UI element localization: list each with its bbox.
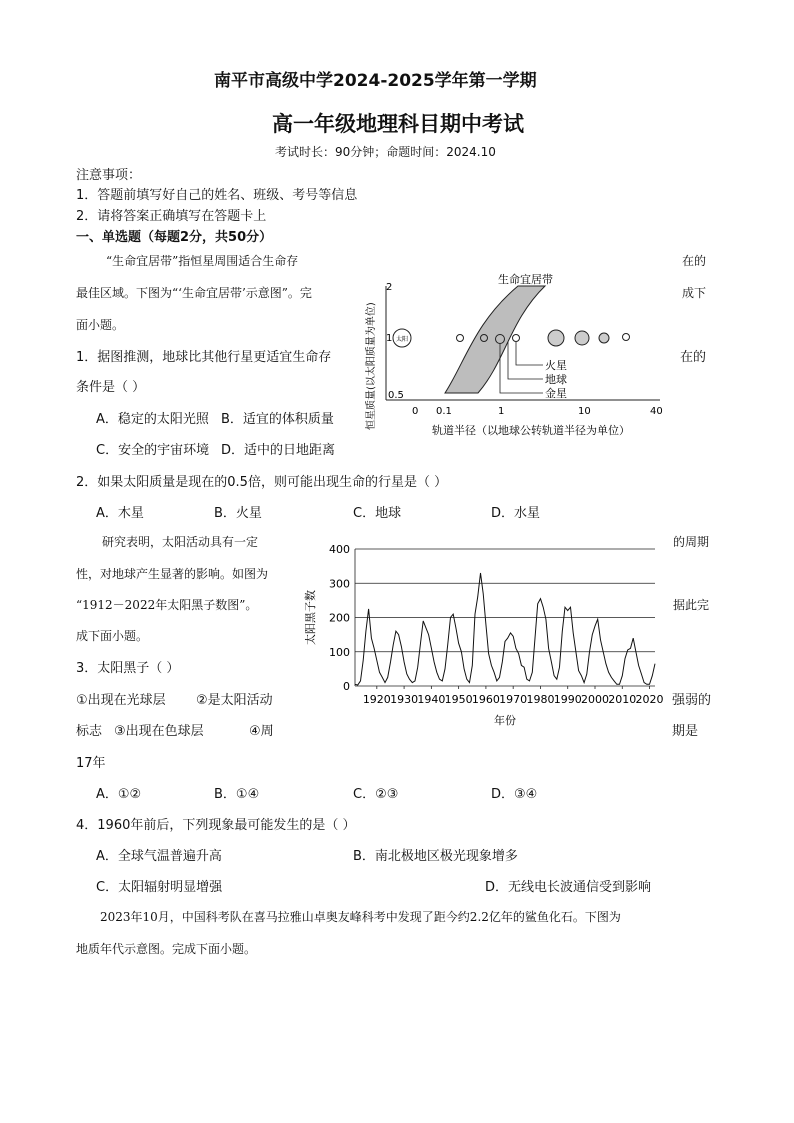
x-tick-label: 0 (412, 406, 419, 417)
mars-marker (513, 335, 520, 342)
exam-meta: 考试时长：90分钟；命题时间：2024.10 (275, 145, 496, 159)
x-tick-label: 1970 (499, 693, 528, 706)
x-tick-label: 1920 (362, 693, 391, 706)
venus-leader (500, 344, 543, 393)
q1-option-a[interactable]: A．稳定的太阳光照 (96, 412, 209, 427)
x-tick-label: 1960 (471, 693, 500, 706)
x-tick-label: 0.1 (436, 406, 452, 417)
passage2-line: 成下面小题。 (76, 629, 149, 643)
passage2-line-right: 的周期 (673, 535, 710, 549)
mars-label: 火星 (545, 359, 567, 372)
y-axis-label: 太阳黑子数 (304, 590, 317, 645)
x-axis-label: 轨道半径（以地球公转轨道半径为单位） (432, 424, 630, 437)
exam-title: 高一年级地理科目期中考试 (272, 112, 524, 136)
x-tick-label: 1 (498, 406, 505, 417)
sunspot-chart (300, 536, 670, 732)
earth-label: 地球 (545, 373, 567, 386)
passage1-line-right: 在的 (682, 254, 707, 268)
sunspot-series-line (355, 573, 655, 685)
x-tick-label: 2000 (581, 693, 609, 706)
x-tick-label: 2010 (608, 693, 637, 706)
x-tick-label: 1980 (526, 693, 555, 706)
habitable-zone-band (445, 286, 545, 393)
planet-marker (548, 330, 564, 346)
q4-option-c[interactable]: C．太阳辐射明显增强 (96, 880, 223, 895)
q3-option-c[interactable]: C．②③ (353, 787, 399, 802)
passage1-line: “生命宜居带”指恒星周围适合生命存 (106, 254, 299, 268)
q4-stem: 4．1960年前后，下列现象最可能发生的是（ ） (76, 818, 356, 833)
q3-statement-2-right: 强弱的 (672, 693, 712, 708)
q3-stem: 3．太阳黑子（ ） (76, 661, 180, 676)
planet-marker (599, 333, 609, 343)
passage2-line-right: 据此完 (673, 598, 710, 612)
q1-stem: 条件是（ ） (76, 380, 146, 395)
planet-marker (623, 334, 630, 341)
x-tick-label: 1950 (444, 693, 473, 706)
q3-statement-3: ③出现在色球层 (114, 724, 204, 739)
y-tick-label: 100 (329, 645, 350, 659)
q2-option-c[interactable]: C．地球 (353, 506, 402, 521)
y-tick-label: 2 (386, 282, 393, 293)
q3-option-a[interactable]: A．①② (96, 787, 142, 802)
q1-stem-right: 在的 (680, 350, 707, 365)
note-item: 1．答题前填写好自己的姓名、班级、考号等信息 (76, 188, 358, 203)
y-tick-label: 300 (329, 577, 350, 591)
mars-leader (516, 342, 543, 365)
y-axis-label: 恒星质量(以太阳质量为单位) (366, 302, 377, 430)
passage2-line: 研究表明，太阳活动具有一定 (102, 535, 259, 549)
x-tick-label: 40 (650, 406, 663, 417)
q2-option-d[interactable]: D．水星 (491, 506, 541, 521)
q2-option-b[interactable]: B．火星 (214, 506, 262, 521)
planet-marker (457, 335, 464, 342)
x-tick-label: 1940 (417, 693, 446, 706)
section-heading: 一、单选题（每题2分，共50分） (76, 230, 273, 245)
x-tick-label: 2020 (635, 693, 664, 706)
q3-statement-4-right: 期是 (672, 724, 699, 739)
x-tick-label: 10 (578, 406, 591, 417)
sun-label: 太阳 (395, 336, 409, 343)
x-tick-label: 1930 (390, 693, 419, 706)
passage2-line: 性，对地球产生显著的影响。如图为 (76, 567, 269, 581)
q1-stem: 1．据图推测，地球比其他行星更适宜生命存 (76, 350, 332, 365)
notes-title: 注意事项： (76, 168, 142, 183)
q3-option-b[interactable]: B．①④ (214, 787, 260, 802)
habitable-zone-label: 生命宜居带 (498, 273, 553, 286)
planet-marker (575, 331, 589, 345)
passage3-line: 2023年10月，中国科考队在喜马拉雅山卓奥友峰科考中发现了距今约2.2亿年的鲨鱼化石。下图为 (100, 910, 621, 924)
q1-option-b[interactable]: B．适宜的体积质量 (221, 412, 334, 427)
y-tick-label: 0.5 (388, 390, 404, 401)
y-tick-label: 1 (386, 333, 393, 344)
q4-option-a[interactable]: A．全球气温普遍升高 (96, 849, 222, 864)
q3-option-d[interactable]: D．③④ (491, 787, 538, 802)
q2-stem: 2．如果太阳质量是现在的0.5倍，则可能出现生命的行星是（ ） (76, 475, 448, 490)
q4-option-d[interactable]: D．无线电长波通信受到影响 (485, 880, 652, 895)
passage1-line: 面小题。 (76, 318, 125, 332)
y-tick-label: 400 (329, 543, 350, 556)
q1-option-c[interactable]: C．安全的宇宙环境 (96, 443, 210, 458)
q3-statement-2: ②是太阳活动 (196, 693, 273, 708)
y-tick-label: 200 (329, 611, 350, 625)
passage3-line: 地质年代示意图。完成下面小题。 (76, 942, 257, 956)
passage2-line: “1912－2022年太阳黑子数图”。 (76, 598, 258, 612)
x-tick-label: 1990 (553, 693, 582, 706)
q2-option-a[interactable]: A．木星 (96, 506, 144, 521)
q3-statement-4: ④周 (249, 724, 274, 739)
earth-leader (508, 342, 543, 379)
q1-option-d[interactable]: D．适中的日地距离 (221, 443, 336, 458)
y-tick-label: 0 (343, 680, 350, 693)
q3-statement-2-cont: 标志 (76, 724, 103, 739)
passage1-line-right: 成下 (682, 286, 707, 300)
school-line: 南平市高级中学2024-2025学年第一学期 (214, 71, 537, 91)
x-axis-label: 年份 (494, 714, 516, 727)
habitable-zone-figure (360, 262, 670, 440)
q3-statement-4-cont: 17年 (76, 756, 106, 771)
q4-option-b[interactable]: B．南北极地区极光现象增多 (353, 849, 518, 864)
passage1-line: 最佳区域。下图为“‘生命宜居带’示意图”。完 (76, 286, 312, 300)
note-item: 2．请将答案正确填写在答题卡上 (76, 209, 267, 224)
venus-label: 金星 (545, 387, 567, 400)
q3-statement-1: ①出现在光球层 (76, 693, 166, 708)
